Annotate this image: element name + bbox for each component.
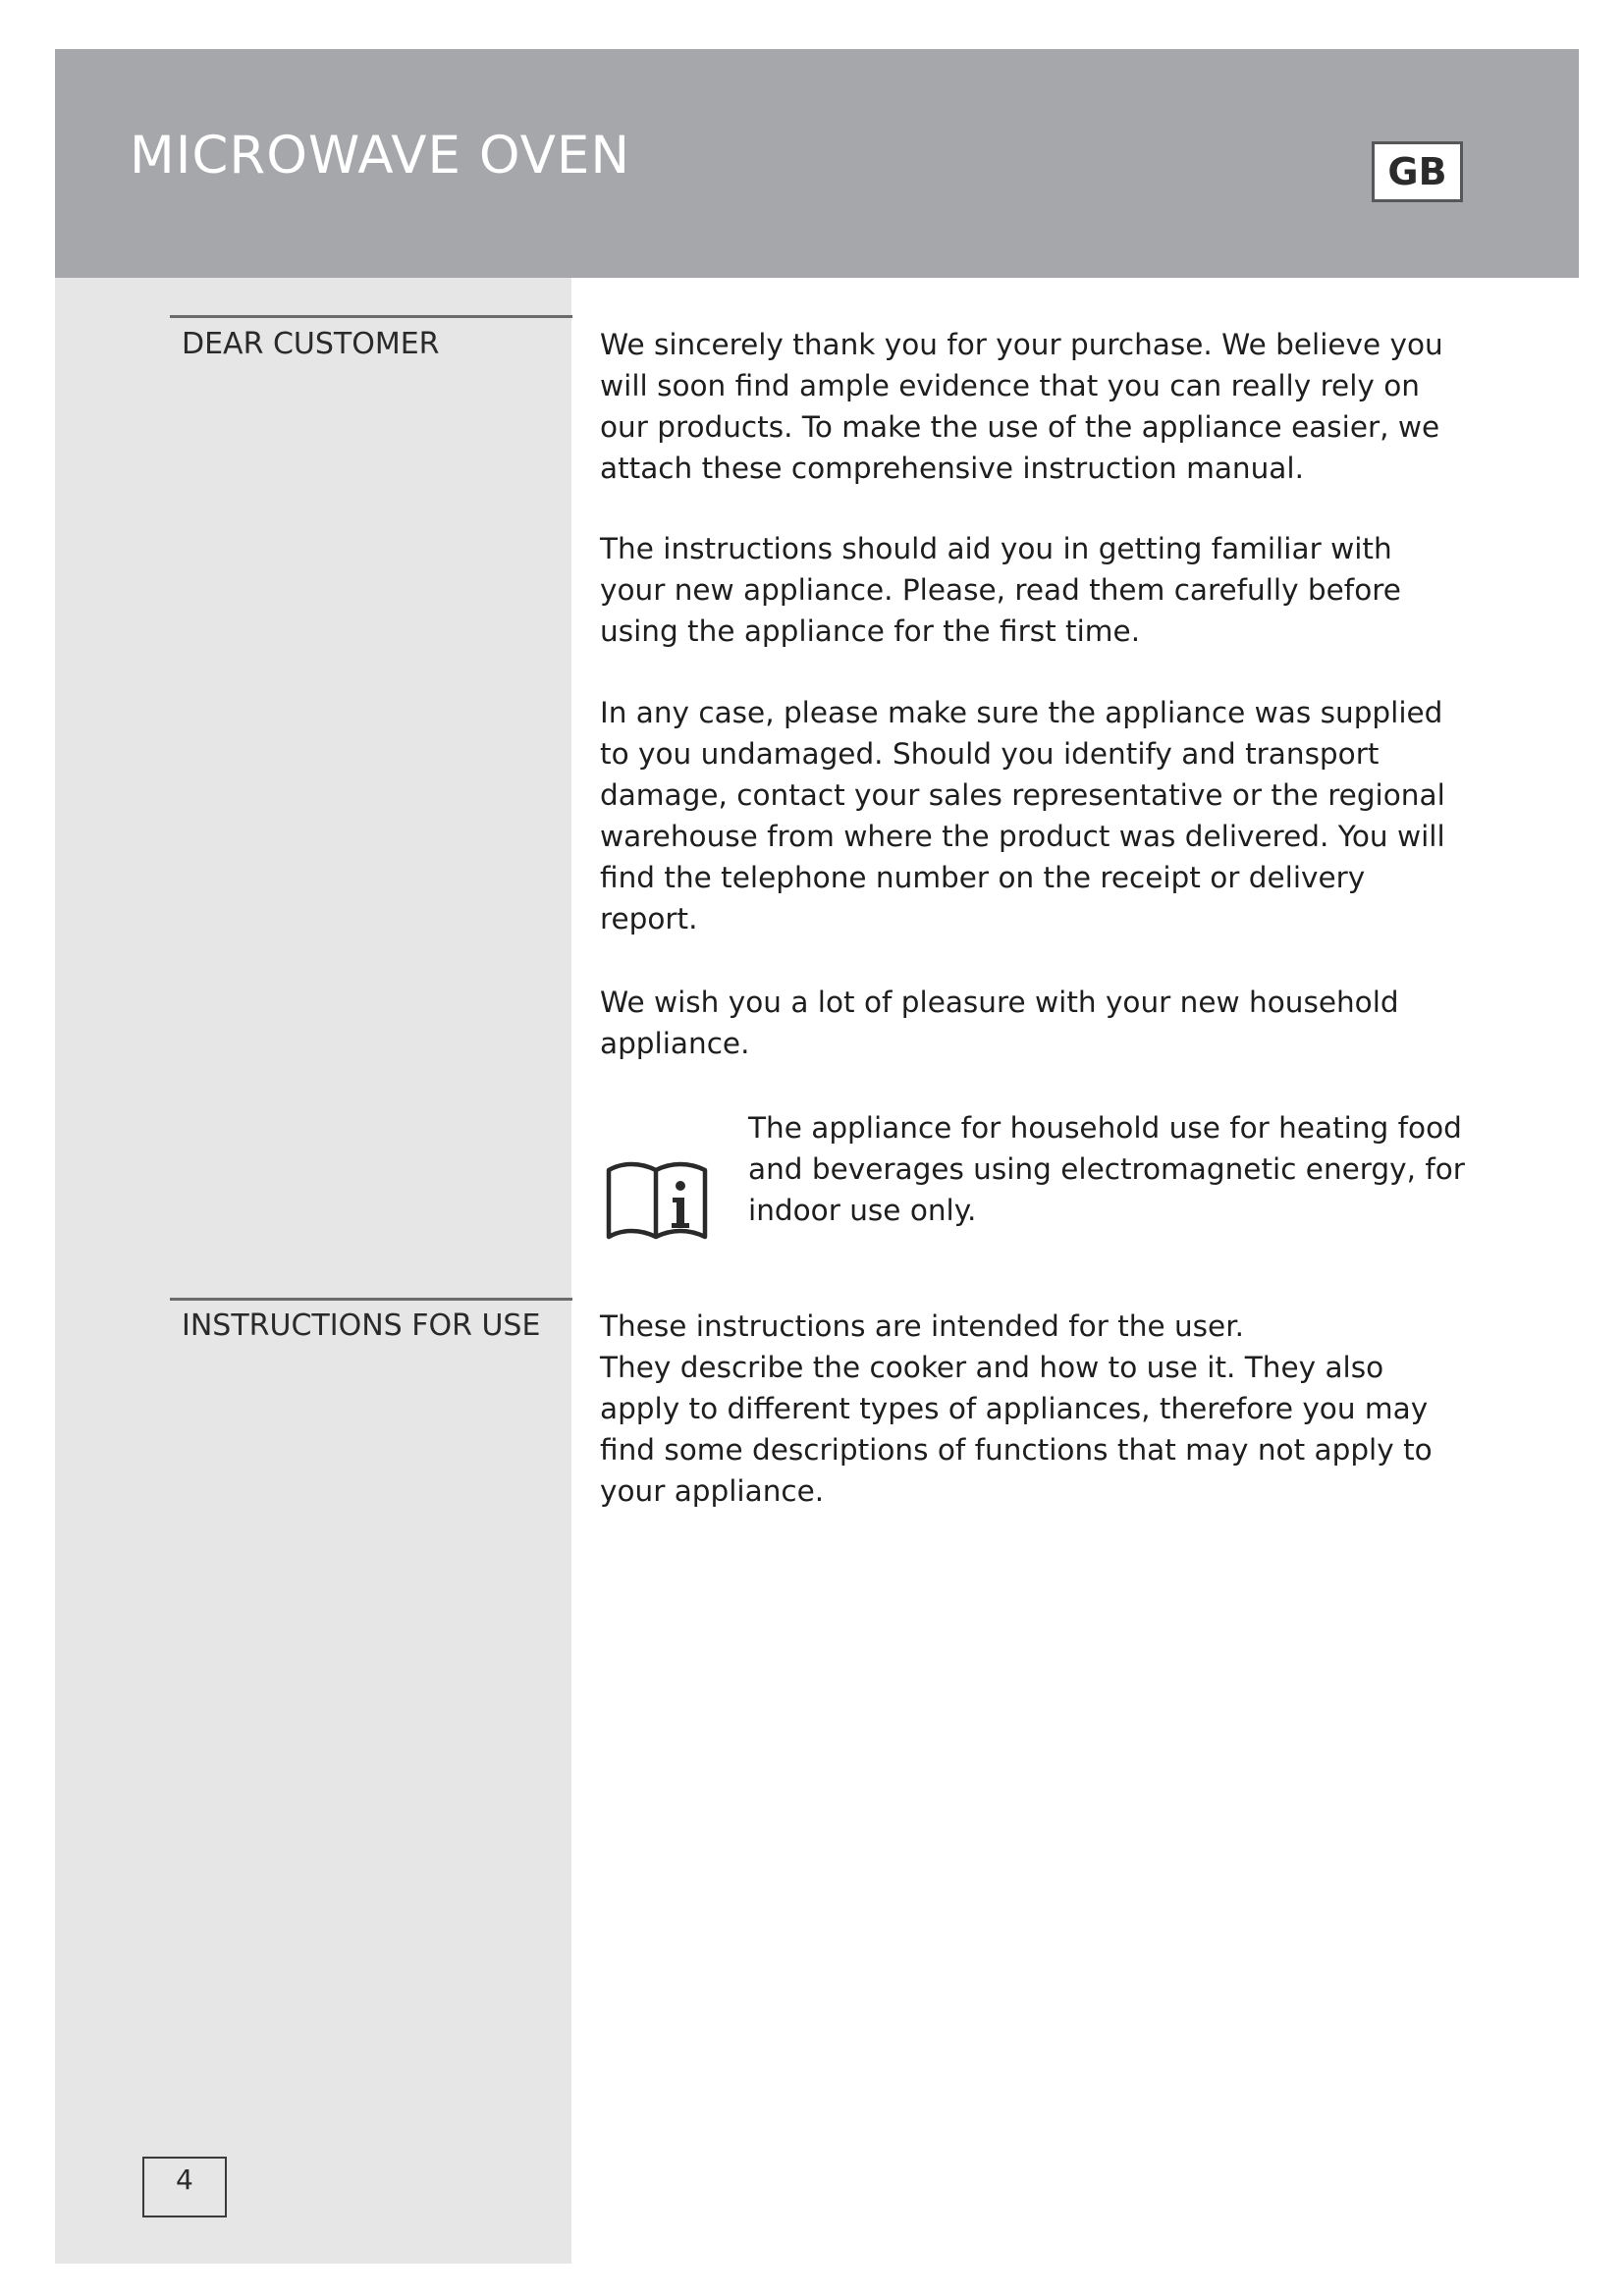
- section-divider: [170, 315, 572, 318]
- page-number: 4: [142, 2157, 227, 2217]
- intro-paragraph-2: The instructions should aid you in getting familiar with your new appliance. Please, read them carefully before using the appliance for the first time.: [600, 532, 1401, 648]
- info-note: [603, 1107, 1467, 1245]
- section-label-dear-customer: DEAR CUSTOMER: [182, 327, 440, 361]
- intro-paragraph-3: In any case, please make sure the appliance was supplied to you undamaged. Should you identify and transport damage, contact your sales representative or the regional warehouse from where the product was delivered. You will find the telephone number on the receipt or delivery report.: [600, 696, 1445, 935]
- section-divider: [170, 1298, 572, 1301]
- manual-info-icon: [603, 1158, 713, 1241]
- section-label-instructions-for-use: INSTRUCTIONS FOR USE: [182, 1308, 541, 1343]
- instructions-paragraph-2: They describe the cooker and how to use it. They also apply to different types of appliances, therefore you may find some descriptions of functions that may not apply to your appliance.: [600, 1351, 1433, 1508]
- intro-paragraph-4: We wish you a lot of pleasure with your new household appliance.: [600, 986, 1399, 1060]
- intro-paragraph-1: We sincerely thank you for your purchase. We believe you will soon find ample evidence that you can really rely on our products. To make the use of the appliance easier, we attach these comprehensive instruction manual.: [600, 328, 1443, 485]
- instructions-paragraph-1: These instructions are intended for the user.: [600, 1309, 1245, 1343]
- page-title: MICROWAVE OVEN: [130, 126, 631, 186]
- language-badge: GB: [1372, 141, 1463, 202]
- sidebar: [55, 278, 571, 2264]
- info-note-text: The appliance for household use for heating food and beverages using electromagnetic energy, for indoor use only.: [748, 1111, 1465, 1227]
